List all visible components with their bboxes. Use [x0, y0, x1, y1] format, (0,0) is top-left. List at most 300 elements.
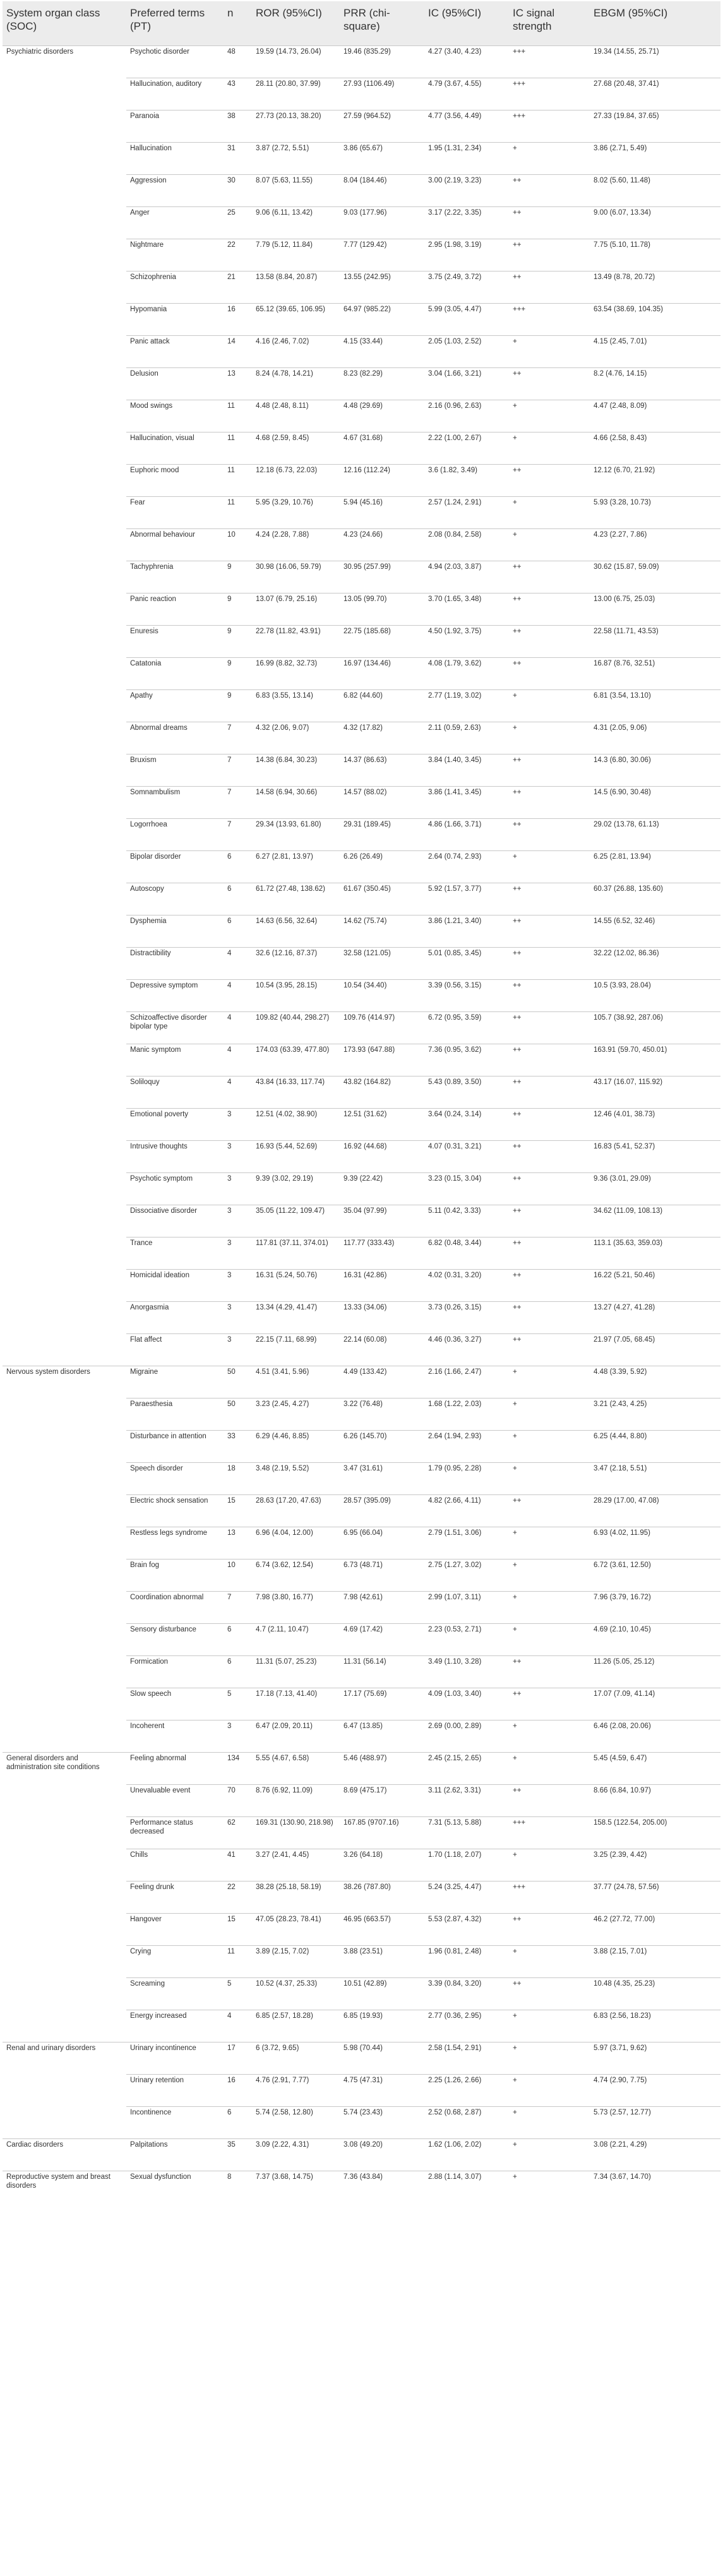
table-row — [3, 561, 720, 593]
preferred-term-cell: Tachyphrenia — [126, 561, 224, 593]
ic-signal-cell: + — [509, 1559, 590, 1591]
preferred-term-cell: Mood swings — [126, 400, 224, 432]
ebgm-cell: 6.72 (3.61, 12.50) — [590, 1559, 720, 1591]
header-row — [3, 1, 720, 45]
preferred-term-cell: Slow speech — [126, 1688, 224, 1720]
ror-cell: 4.24 (2.28, 7.88) — [252, 528, 340, 561]
n-cell: 6 — [224, 2106, 252, 2138]
ic-signal-cell: + — [509, 528, 590, 561]
prr-cell: 7.98 (42.61) — [340, 1591, 424, 1623]
ic-cell: 5.92 (1.57, 3.77) — [424, 883, 509, 915]
preferred-term-cell: Urinary incontinence — [126, 2042, 224, 2074]
ror-cell: 17.18 (7.13, 41.40) — [252, 1688, 340, 1720]
ebgm-cell: 7.96 (3.79, 16.72) — [590, 1591, 720, 1623]
ror-cell: 16.31 (5.24, 50.76) — [252, 1269, 340, 1301]
preferred-term-cell: Euphoric mood — [126, 464, 224, 496]
prr-cell: 6.85 (19.93) — [340, 2010, 424, 2042]
ic-cell: 4.86 (1.66, 3.71) — [424, 818, 509, 850]
preferred-term-cell: Screaming — [126, 1977, 224, 2010]
ror-cell: 117.81 (37.11, 374.01) — [252, 1237, 340, 1269]
prr-cell: 64.97 (985.22) — [340, 303, 424, 335]
ic-cell: 1.96 (0.81, 2.48) — [424, 1945, 509, 1977]
ic-cell: 4.77 (3.56, 4.49) — [424, 110, 509, 142]
preferred-term-cell: Schizophrenia — [126, 271, 224, 303]
n-cell: 7 — [224, 754, 252, 786]
preferred-term-cell: Hangover — [126, 1913, 224, 1945]
ic-signal-cell: ++ — [509, 174, 590, 206]
ic-signal-cell: +++ — [509, 303, 590, 335]
ic-cell: 1.70 (1.18, 2.07) — [424, 1849, 509, 1881]
ic-cell: 3.86 (1.21, 3.40) — [424, 915, 509, 947]
ror-cell: 3.87 (2.72, 5.51) — [252, 142, 340, 174]
table-row — [3, 1816, 720, 1849]
ic-cell: 7.31 (5.13, 5.88) — [424, 1816, 509, 1849]
soc-cell-empty — [3, 1623, 126, 1655]
soc-cell: Psychiatric disorders — [3, 45, 126, 78]
preferred-term-cell: Chills — [126, 1849, 224, 1881]
ror-cell: 3.23 (2.45, 4.27) — [252, 1398, 340, 1430]
soc-cell-empty — [3, 528, 126, 561]
n-cell: 9 — [224, 689, 252, 722]
soc-cell-empty — [3, 432, 126, 464]
ror-cell: 4.32 (2.06, 9.07) — [252, 722, 340, 754]
preferred-term-cell: Unevaluable event — [126, 1784, 224, 1816]
preferred-term-cell: Emotional poverty — [126, 1108, 224, 1140]
ebgm-cell: 3.21 (2.43, 4.25) — [590, 1398, 720, 1430]
prr-cell: 9.39 (22.42) — [340, 1172, 424, 1205]
prr-cell: 5.46 (488.97) — [340, 1752, 424, 1784]
ic-cell: 3.84 (1.40, 3.45) — [424, 754, 509, 786]
ror-cell: 19.59 (14.73, 26.04) — [252, 45, 340, 78]
ebgm-cell: 6.93 (4.02, 11.95) — [590, 1527, 720, 1559]
prr-cell: 12.51 (31.62) — [340, 1108, 424, 1140]
n-cell: 16 — [224, 303, 252, 335]
prr-cell: 4.48 (29.69) — [340, 400, 424, 432]
ic-cell: 4.79 (3.67, 4.55) — [424, 78, 509, 110]
ic-cell: 3.73 (0.26, 3.15) — [424, 1301, 509, 1333]
ic-signal-cell: + — [509, 1591, 590, 1623]
soc-cell-empty — [3, 2074, 126, 2106]
preferred-term-cell: Incontinence — [126, 2106, 224, 2138]
ic-cell: 2.58 (1.54, 2.91) — [424, 2042, 509, 2074]
preferred-term-cell: Performance status decreased — [126, 1816, 224, 1849]
table-row — [3, 528, 720, 561]
soc-cell-empty — [3, 464, 126, 496]
ic-cell: 7.36 (0.95, 3.62) — [424, 1044, 509, 1076]
preferred-term-cell: Panic reaction — [126, 593, 224, 625]
soc-cell-empty — [3, 1913, 126, 1945]
prr-cell: 6.82 (44.60) — [340, 689, 424, 722]
ic-signal-cell: ++ — [509, 1205, 590, 1237]
prr-cell: 13.55 (242.95) — [340, 271, 424, 303]
ebgm-cell: 14.55 (6.52, 32.46) — [590, 915, 720, 947]
table-row — [3, 915, 720, 947]
soc-cell-empty — [3, 1527, 126, 1559]
prr-cell: 6.47 (13.85) — [340, 1720, 424, 1752]
soc-cell-empty — [3, 110, 126, 142]
table-row — [3, 1366, 720, 1398]
ror-cell: 8.24 (4.78, 14.21) — [252, 367, 340, 400]
n-cell: 9 — [224, 625, 252, 657]
table-row — [3, 1945, 720, 1977]
prr-cell: 19.46 (835.29) — [340, 45, 424, 78]
preferred-term-cell: Delusion — [126, 367, 224, 400]
n-cell: 7 — [224, 786, 252, 818]
ebgm-cell: 105.7 (38.92, 287.06) — [590, 1011, 720, 1044]
ror-cell: 5.95 (3.29, 10.76) — [252, 496, 340, 528]
ic-signal-cell: ++ — [509, 1044, 590, 1076]
prr-cell: 10.54 (34.40) — [340, 979, 424, 1011]
n-cell: 11 — [224, 432, 252, 464]
soc-cell-empty — [3, 1269, 126, 1301]
prr-cell: 11.31 (56.14) — [340, 1655, 424, 1688]
prr-cell: 3.47 (31.61) — [340, 1462, 424, 1494]
ic-cell: 3.39 (0.84, 3.20) — [424, 1977, 509, 2010]
prr-cell: 3.08 (49.20) — [340, 2138, 424, 2171]
n-cell: 7 — [224, 722, 252, 754]
soc-cell-empty — [3, 174, 126, 206]
preferred-term-cell: Trance — [126, 1237, 224, 1269]
ror-cell: 3.09 (2.22, 4.31) — [252, 2138, 340, 2171]
soc-cell-empty — [3, 1205, 126, 1237]
ic-cell: 2.79 (1.51, 3.06) — [424, 1527, 509, 1559]
n-cell: 4 — [224, 1011, 252, 1044]
soc-cell-empty — [3, 1301, 126, 1333]
table-row — [3, 1591, 720, 1623]
ebgm-cell: 3.86 (2.71, 5.49) — [590, 142, 720, 174]
preferred-term-cell: Feeling abnormal — [126, 1752, 224, 1784]
ic-signal-cell: + — [509, 1398, 590, 1430]
ror-cell: 6.47 (2.09, 20.11) — [252, 1720, 340, 1752]
preferred-term-cell: Palpitations — [126, 2138, 224, 2171]
ic-signal-cell: ++ — [509, 1913, 590, 1945]
ic-cell: 4.46 (0.36, 3.27) — [424, 1333, 509, 1366]
table-header — [3, 1, 720, 45]
n-cell: 14 — [224, 335, 252, 367]
ebgm-cell: 17.07 (7.09, 41.14) — [590, 1688, 720, 1720]
prr-cell: 6.26 (26.49) — [340, 850, 424, 883]
preferred-term-cell: Soliloquy — [126, 1076, 224, 1108]
ic-cell: 3.17 (2.22, 3.35) — [424, 206, 509, 239]
ror-cell: 27.73 (20.13, 38.20) — [252, 110, 340, 142]
ror-cell: 4.16 (2.46, 7.02) — [252, 335, 340, 367]
ic-cell: 2.99 (1.07, 3.11) — [424, 1591, 509, 1623]
prr-cell: 10.51 (42.89) — [340, 1977, 424, 2010]
n-cell: 31 — [224, 142, 252, 174]
header-ic: IC (95%CI) — [424, 1, 509, 45]
table-row — [3, 239, 720, 271]
soc-cell-empty — [3, 754, 126, 786]
ebgm-cell: 12.46 (4.01, 38.73) — [590, 1108, 720, 1140]
prr-cell: 5.74 (23.43) — [340, 2106, 424, 2138]
ror-cell: 14.58 (6.94, 30.66) — [252, 786, 340, 818]
soc-cell-empty — [3, 78, 126, 110]
preferred-term-cell: Dissociative disorder — [126, 1205, 224, 1237]
ic-cell: 2.45 (2.15, 2.65) — [424, 1752, 509, 1784]
ic-signal-cell: + — [509, 1945, 590, 1977]
ebgm-cell: 60.37 (26.88, 135.60) — [590, 883, 720, 915]
table-row — [3, 979, 720, 1011]
ic-cell: 2.16 (1.66, 2.47) — [424, 1366, 509, 1398]
table-row — [3, 883, 720, 915]
ror-cell: 8.76 (6.92, 11.09) — [252, 1784, 340, 1816]
preferred-term-cell: Psychotic symptom — [126, 1172, 224, 1205]
soc-cell-empty — [3, 1977, 126, 2010]
ror-cell: 9.06 (6.11, 13.42) — [252, 206, 340, 239]
n-cell: 8 — [224, 2171, 252, 2203]
ror-cell: 6.27 (2.81, 13.97) — [252, 850, 340, 883]
ic-cell: 5.11 (0.42, 3.33) — [424, 1205, 509, 1237]
ror-cell: 3.89 (2.15, 7.02) — [252, 1945, 340, 1977]
ic-signal-cell: ++ — [509, 1140, 590, 1172]
ror-cell: 22.15 (7.11, 68.99) — [252, 1333, 340, 1366]
soc-cell-empty — [3, 1044, 126, 1076]
n-cell: 4 — [224, 979, 252, 1011]
ic-cell: 4.50 (1.92, 3.75) — [424, 625, 509, 657]
table-row — [3, 400, 720, 432]
n-cell: 50 — [224, 1398, 252, 1430]
ic-signal-cell: ++ — [509, 464, 590, 496]
preferred-term-cell: Bipolar disorder — [126, 850, 224, 883]
prr-cell: 27.93 (1106.49) — [340, 78, 424, 110]
ebgm-cell: 30.62 (15.87, 59.09) — [590, 561, 720, 593]
n-cell: 10 — [224, 528, 252, 561]
ebgm-cell: 63.54 (38.69, 104.35) — [590, 303, 720, 335]
soc-cell-empty — [3, 1688, 126, 1720]
soc-cell-empty — [3, 400, 126, 432]
ic-cell: 2.16 (0.96, 2.63) — [424, 400, 509, 432]
n-cell: 4 — [224, 947, 252, 979]
ic-signal-cell: + — [509, 400, 590, 432]
ic-signal-cell: ++ — [509, 947, 590, 979]
ebgm-cell: 46.2 (27.72, 77.00) — [590, 1913, 720, 1945]
soc-cell-empty — [3, 142, 126, 174]
ebgm-cell: 4.15 (2.45, 7.01) — [590, 335, 720, 367]
ic-cell: 2.05 (1.03, 2.52) — [424, 335, 509, 367]
preferred-term-cell: Schizoaffective disorder bipolar type — [126, 1011, 224, 1044]
ebgm-cell: 27.33 (19.84, 37.65) — [590, 110, 720, 142]
ebgm-cell: 9.00 (6.07, 13.34) — [590, 206, 720, 239]
prr-cell: 43.82 (164.82) — [340, 1076, 424, 1108]
ic-cell: 3.04 (1.66, 3.21) — [424, 367, 509, 400]
soc-cell-empty — [3, 271, 126, 303]
ebgm-cell: 13.27 (4.27, 41.28) — [590, 1301, 720, 1333]
preferred-term-cell: Formication — [126, 1655, 224, 1688]
table-row — [3, 722, 720, 754]
ror-cell: 5.55 (4.67, 6.58) — [252, 1752, 340, 1784]
ror-cell: 4.7 (2.11, 10.47) — [252, 1623, 340, 1655]
preferred-term-cell: Sexual dysfunction — [126, 2171, 224, 2203]
ic-cell: 3.49 (1.10, 3.28) — [424, 1655, 509, 1688]
ebgm-cell: 9.36 (3.01, 29.09) — [590, 1172, 720, 1205]
table-row — [3, 432, 720, 464]
ebgm-cell: 3.47 (2.18, 5.51) — [590, 1462, 720, 1494]
table-row — [3, 1494, 720, 1527]
header-prr: PRR (chi-square) — [340, 1, 424, 45]
table-row — [3, 206, 720, 239]
header-n: n — [224, 1, 252, 45]
preferred-term-cell: Flat affect — [126, 1333, 224, 1366]
ic-signal-cell: ++ — [509, 818, 590, 850]
ebgm-cell: 4.31 (2.05, 9.06) — [590, 722, 720, 754]
ic-cell: 2.22 (1.00, 2.67) — [424, 432, 509, 464]
preferred-term-cell: Logorrhoea — [126, 818, 224, 850]
prr-cell: 4.69 (17.42) — [340, 1623, 424, 1655]
soc-cell-empty — [3, 367, 126, 400]
ror-cell: 4.68 (2.59, 8.45) — [252, 432, 340, 464]
soc-cell: Cardiac disorders — [3, 2138, 126, 2171]
n-cell: 9 — [224, 657, 252, 689]
n-cell: 4 — [224, 2010, 252, 2042]
preferred-term-cell: Depressive symptom — [126, 979, 224, 1011]
prr-cell: 4.32 (17.82) — [340, 722, 424, 754]
ic-cell: 4.27 (3.40, 4.23) — [424, 45, 509, 78]
prr-cell: 14.62 (75.74) — [340, 915, 424, 947]
preferred-term-cell: Hallucination, visual — [126, 432, 224, 464]
ebgm-cell: 3.88 (2.15, 7.01) — [590, 1945, 720, 1977]
preferred-term-cell: Migraine — [126, 1366, 224, 1398]
n-cell: 30 — [224, 174, 252, 206]
ic-signal-cell: + — [509, 689, 590, 722]
ic-cell: 1.95 (1.31, 2.34) — [424, 142, 509, 174]
ebgm-cell: 4.69 (2.10, 10.45) — [590, 1623, 720, 1655]
ic-cell: 2.08 (0.84, 2.58) — [424, 528, 509, 561]
preferred-term-cell: Energy increased — [126, 2010, 224, 2042]
table-row — [3, 1140, 720, 1172]
preferred-term-cell: Paraesthesia — [126, 1398, 224, 1430]
ror-cell: 109.82 (40.44, 298.27) — [252, 1011, 340, 1044]
ic-cell: 2.57 (1.24, 2.91) — [424, 496, 509, 528]
ror-cell: 65.12 (39.65, 106.95) — [252, 303, 340, 335]
n-cell: 62 — [224, 1816, 252, 1849]
soc-cell-empty — [3, 915, 126, 947]
soc-cell-empty — [3, 1816, 126, 1849]
ic-signal-cell: + — [509, 2042, 590, 2074]
ror-cell: 6 (3.72, 9.65) — [252, 2042, 340, 2074]
soc-cell-empty — [3, 561, 126, 593]
ic-cell: 3.75 (2.49, 3.72) — [424, 271, 509, 303]
ebgm-cell: 13.49 (8.78, 20.72) — [590, 271, 720, 303]
ic-signal-cell: ++ — [509, 979, 590, 1011]
n-cell: 4 — [224, 1076, 252, 1108]
soc-cell-empty — [3, 947, 126, 979]
soc-cell: General disorders and administration site conditions — [3, 1752, 126, 1784]
table-body — [3, 45, 720, 2203]
prr-cell: 109.76 (414.97) — [340, 1011, 424, 1044]
ic-signal-cell: ++ — [509, 1108, 590, 1140]
ic-signal-cell: +++ — [509, 78, 590, 110]
soc-cell-empty — [3, 1237, 126, 1269]
ror-cell: 6.83 (3.55, 13.14) — [252, 689, 340, 722]
n-cell: 7 — [224, 818, 252, 850]
table-row — [3, 2010, 720, 2042]
header-soc: System organ class (SOC) — [3, 1, 126, 45]
prr-cell: 17.17 (75.69) — [340, 1688, 424, 1720]
ic-cell: 2.95 (1.98, 3.19) — [424, 239, 509, 271]
ic-signal-cell: ++ — [509, 915, 590, 947]
soc-cell-empty — [3, 1559, 126, 1591]
n-cell: 43 — [224, 78, 252, 110]
n-cell: 17 — [224, 2042, 252, 2074]
ebgm-cell: 16.22 (5.21, 50.46) — [590, 1269, 720, 1301]
soc-cell-empty — [3, 2106, 126, 2138]
n-cell: 5 — [224, 1688, 252, 1720]
soc-cell-empty — [3, 1333, 126, 1366]
table-row — [3, 110, 720, 142]
prr-cell: 3.26 (64.18) — [340, 1849, 424, 1881]
soc-cell: Renal and urinary disorders — [3, 2042, 126, 2074]
ror-cell: 10.54 (3.95, 28.15) — [252, 979, 340, 1011]
ic-cell: 2.25 (1.26, 2.66) — [424, 2074, 509, 2106]
table-row — [3, 1720, 720, 1752]
prr-cell: 29.31 (189.45) — [340, 818, 424, 850]
ic-cell: 3.86 (1.41, 3.45) — [424, 786, 509, 818]
ic-cell: 2.23 (0.53, 2.71) — [424, 1623, 509, 1655]
prr-cell: 4.75 (47.31) — [340, 2074, 424, 2106]
preferred-term-cell: Electric shock sensation — [126, 1494, 224, 1527]
ror-cell: 3.48 (2.19, 5.52) — [252, 1462, 340, 1494]
prr-cell: 16.97 (134.46) — [340, 657, 424, 689]
ic-cell: 4.08 (1.79, 3.62) — [424, 657, 509, 689]
ror-cell: 6.74 (3.62, 12.54) — [252, 1559, 340, 1591]
table-row — [3, 1430, 720, 1462]
n-cell: 6 — [224, 850, 252, 883]
ic-signal-cell: + — [509, 1527, 590, 1559]
ic-cell: 6.72 (0.95, 3.59) — [424, 1011, 509, 1044]
table-row — [3, 1655, 720, 1688]
ic-signal-cell: + — [509, 1623, 590, 1655]
ic-signal-cell: + — [509, 142, 590, 174]
prr-cell: 32.58 (121.05) — [340, 947, 424, 979]
n-cell: 38 — [224, 110, 252, 142]
table-row — [3, 2106, 720, 2138]
ebgm-cell: 28.29 (17.00, 47.08) — [590, 1494, 720, 1527]
soc-cell-empty — [3, 657, 126, 689]
n-cell: 4 — [224, 1044, 252, 1076]
ror-cell: 4.76 (2.91, 7.77) — [252, 2074, 340, 2106]
prr-cell: 5.94 (45.16) — [340, 496, 424, 528]
results-table — [3, 1, 720, 2203]
ic-signal-cell: ++ — [509, 1977, 590, 2010]
prr-cell: 6.95 (66.04) — [340, 1527, 424, 1559]
n-cell: 6 — [224, 1623, 252, 1655]
prr-cell: 14.57 (88.02) — [340, 786, 424, 818]
table-row — [3, 1044, 720, 1076]
header-pt: Preferred terms (PT) — [126, 1, 224, 45]
ic-signal-cell: + — [509, 1430, 590, 1462]
ror-cell: 5.74 (2.58, 12.80) — [252, 2106, 340, 2138]
ebgm-cell: 8.66 (6.84, 10.97) — [590, 1784, 720, 1816]
ic-cell: 3.23 (0.15, 3.04) — [424, 1172, 509, 1205]
prr-cell: 28.57 (395.09) — [340, 1494, 424, 1527]
soc-cell-empty — [3, 1140, 126, 1172]
preferred-term-cell: Coordination abnormal — [126, 1591, 224, 1623]
preferred-term-cell: Hallucination — [126, 142, 224, 174]
prr-cell: 3.86 (65.67) — [340, 142, 424, 174]
n-cell: 50 — [224, 1366, 252, 1398]
n-cell: 48 — [224, 45, 252, 78]
header-ebgm: EBGM (95%CI) — [590, 1, 720, 45]
ic-cell: 5.53 (2.87, 4.32) — [424, 1913, 509, 1945]
table-row — [3, 2042, 720, 2074]
preferred-term-cell: Abnormal behaviour — [126, 528, 224, 561]
ebgm-cell: 14.5 (6.90, 30.48) — [590, 786, 720, 818]
preferred-term-cell: Restless legs syndrome — [126, 1527, 224, 1559]
ic-cell: 2.11 (0.59, 2.63) — [424, 722, 509, 754]
table-row — [3, 174, 720, 206]
ror-cell: 6.85 (2.57, 18.28) — [252, 2010, 340, 2042]
ebgm-cell: 6.25 (2.81, 13.94) — [590, 850, 720, 883]
